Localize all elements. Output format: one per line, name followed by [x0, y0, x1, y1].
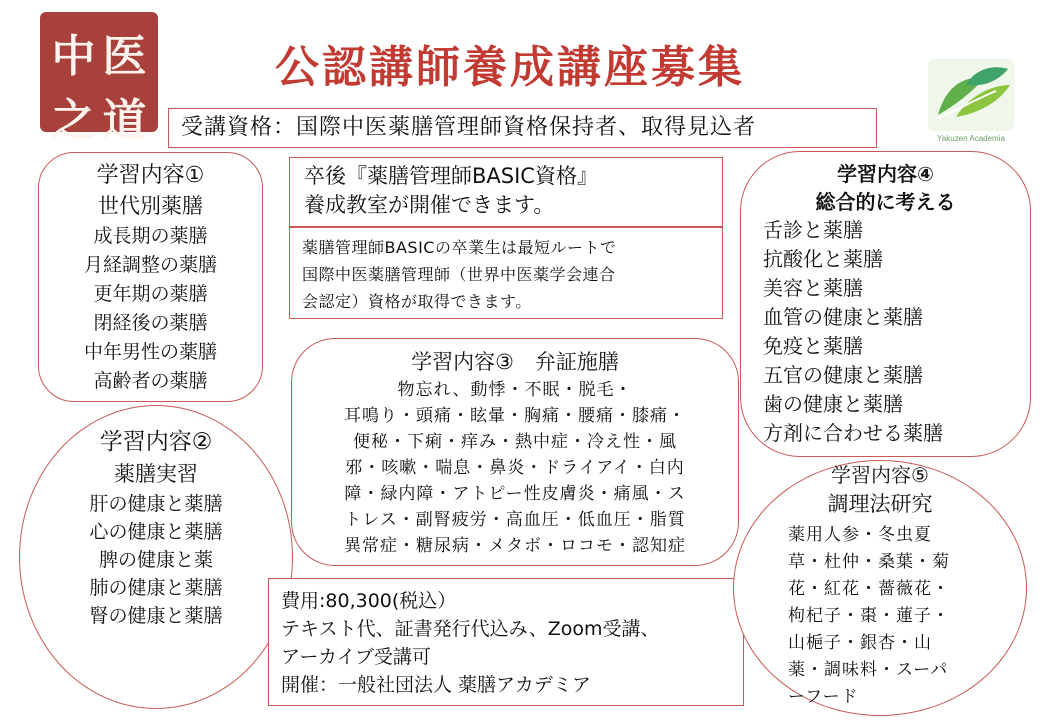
- symptom-line: 邪・咳嗽・喘息・鼻炎・ドライアイ・白内: [345, 458, 685, 478]
- qualification-box: 受講資格：国際中医薬膳管理師資格保持者、取得見込者: [168, 108, 877, 148]
- course5-heading: 学習内容⑤: [831, 463, 929, 487]
- course1-panel: [38, 152, 263, 402]
- ingredient-line: 草・杜仲・桑葉・菊: [788, 552, 950, 572]
- course1-subtitle: 世代別薬膳: [98, 194, 203, 218]
- basic-line: 養成教室が開催できます。: [304, 193, 555, 217]
- course5-subtitle: 調理法研究: [827, 492, 933, 516]
- list-item: 肝の健康と薬膳: [89, 493, 223, 515]
- course4-heading: 学習内容④: [837, 162, 934, 186]
- symptom-line: 物忘れ、動悸・不眠・脱毛・: [397, 380, 633, 400]
- course2-heading: 学習内容②: [99, 429, 213, 455]
- ingredient-line: 薬用人参・冬虫夏: [788, 525, 932, 545]
- list-item: 脾の健康と薬: [98, 549, 213, 571]
- list-item: 免疫と薬膳: [763, 334, 863, 358]
- seal-logo: [40, 12, 158, 146]
- list-item: 美容と薬膳: [763, 276, 863, 300]
- list-item: 歯の健康と薬膳: [763, 392, 903, 416]
- page-title: 公認講師養成講座募集: [275, 42, 745, 93]
- fee-box: [268, 578, 744, 706]
- note-line: 国際中医薬膳管理師（世界中医薬学会連合: [302, 265, 616, 284]
- course5-panel: [733, 460, 1027, 716]
- symptom-line: 耳鳴り・頭痛・眩暈・胸痛・腰痛・膝痛・: [344, 406, 686, 426]
- fee-line: 費用:80,300(税込）: [281, 590, 457, 612]
- logo-text: Yakuzen Academia: [937, 134, 1005, 143]
- note-line: 薬膳管理師BASICの卒業生は最短ルートで: [302, 238, 617, 257]
- fee-line: 開催：一般社団法人 薬膳アカデミア: [281, 674, 591, 696]
- seal-char: 道: [102, 95, 147, 146]
- seal-char: 医: [102, 31, 147, 82]
- ingredient-line: 山梔子・銀杏・山: [788, 633, 932, 653]
- basic-note-box: [289, 227, 723, 319]
- list-item: 方剤に合わせる薬膳: [763, 421, 943, 445]
- course1-heading: 学習内容①: [96, 163, 205, 188]
- list-item: 成長期の薬膳: [93, 225, 208, 247]
- basic-license-box: [289, 157, 723, 227]
- fee-line: テキスト代、証書発行代込み、Zoom受講、: [281, 618, 660, 640]
- yakuzen-academia-logo: [926, 55, 1016, 145]
- symptom-line: 障・緑内障・アトピー性皮膚炎・痛風・ス: [344, 484, 686, 504]
- course3-panel: [291, 338, 739, 566]
- seal-char: 之: [51, 95, 96, 146]
- ingredient-line: 薬・調味料・スーパ: [788, 660, 949, 680]
- course2-panel: [19, 405, 293, 709]
- ingredient-line: ーフード: [788, 687, 859, 707]
- leaf-logo-icon: [926, 55, 1016, 133]
- note-line: 会認定）資格が取得できます。: [302, 292, 532, 311]
- list-item: 中年男性の薬膳: [83, 341, 217, 363]
- list-item: 舌診と薬膳: [763, 218, 863, 242]
- symptom-line: 便秘・下痢・痒み・熱中症・冷え性・風: [353, 432, 677, 452]
- list-item: 月経調整の薬膳: [83, 254, 217, 276]
- course3-heading: 学習内容③ 弁証施膳: [411, 350, 619, 374]
- list-item: 腎の健康と薬膳: [89, 605, 223, 627]
- seal-char: 中: [51, 31, 96, 82]
- list-item: 閉経後の薬膳: [93, 312, 208, 334]
- list-item: 抗酸化と薬膳: [763, 247, 883, 271]
- course2-subtitle: 薬膳実習: [114, 462, 198, 486]
- course4-subtitle: 総合的に考える: [815, 190, 956, 214]
- basic-line: 卒後『薬膳管理師BASIC資格』: [304, 164, 598, 188]
- course4-panel: [740, 151, 1031, 457]
- list-item: 五官の健康と薬膳: [763, 363, 923, 387]
- fee-line: アーカイブ受講可: [281, 646, 431, 668]
- symptom-line: 異常症・糖尿病・メタボ・ロコモ・認知症: [344, 536, 686, 556]
- list-item: 血管の健康と薬膳: [763, 305, 923, 329]
- list-item: 肺の健康と薬膳: [89, 577, 223, 599]
- symptom-line: トレス・副腎疲労・高血圧・低血圧・脂質: [344, 510, 686, 530]
- list-item: 心の健康と薬膳: [89, 521, 223, 543]
- list-item: 更年期の薬膳: [93, 283, 208, 305]
- list-item: 高齢者の薬膳: [93, 370, 208, 392]
- ingredient-line: 花・紅花・薔薇花・: [788, 579, 950, 599]
- ingredient-line: 枸杞子・棗・蓮子・: [788, 606, 950, 626]
